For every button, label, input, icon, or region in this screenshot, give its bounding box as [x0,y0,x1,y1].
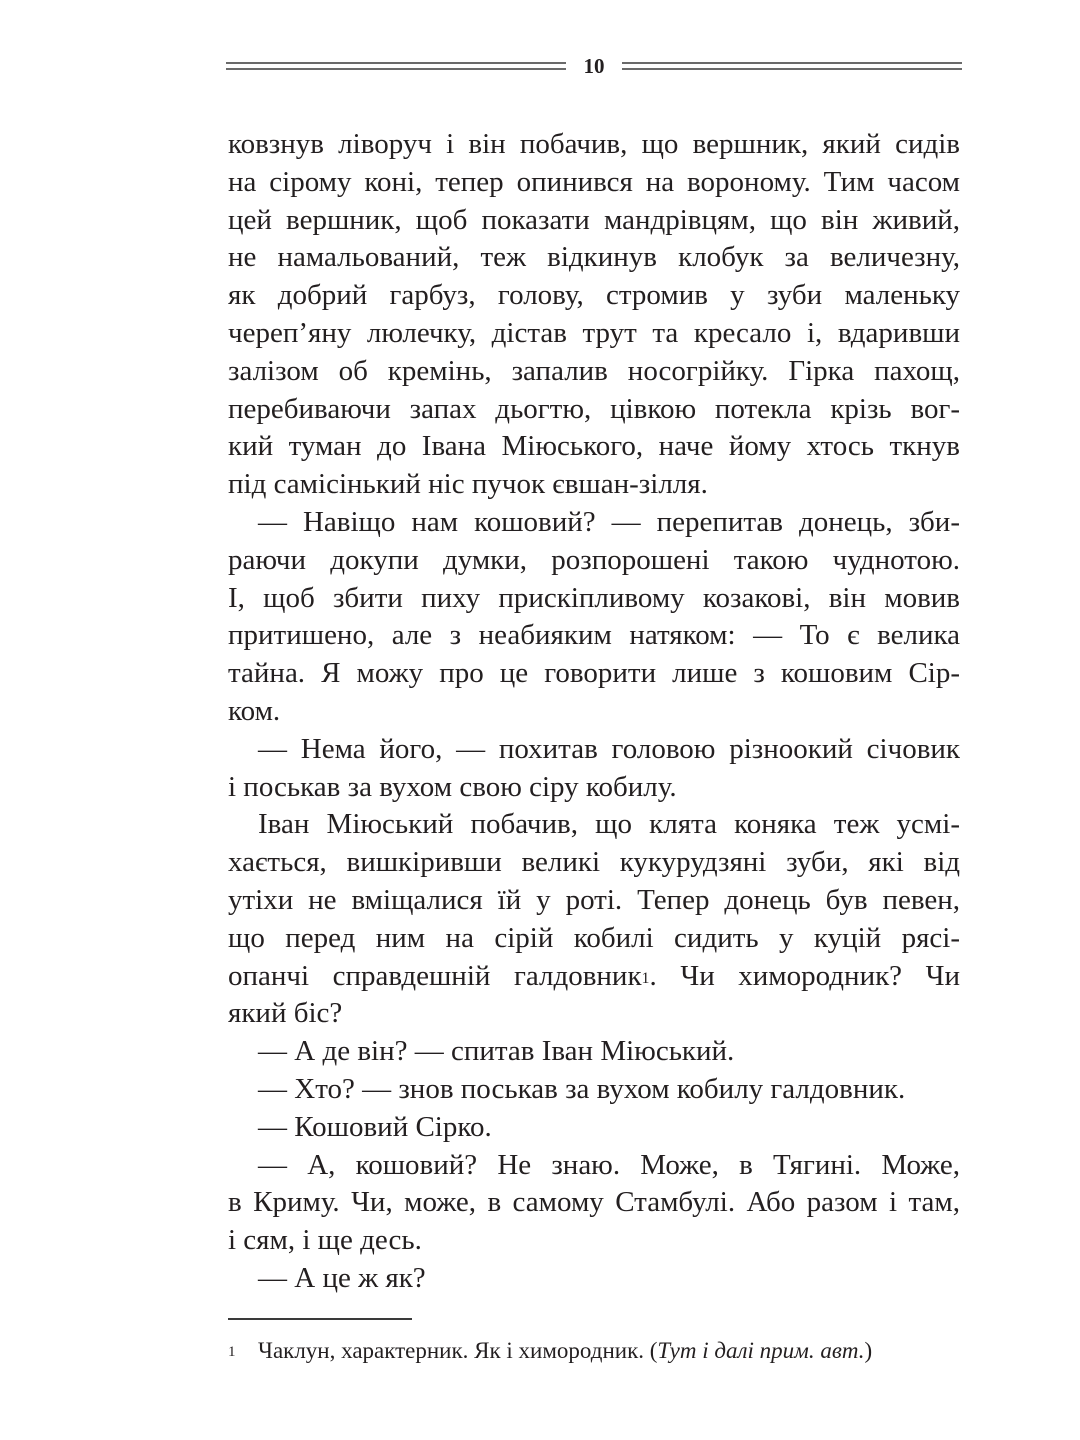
text-line: перебиваючи запах дьогтю, цівкою потекла крізь вог- [228,392,960,425]
text-line: і сям, і ще десь. [228,1224,422,1257]
text-line: — Нема його, — похитав головою різноокий січовик [258,732,960,765]
text-line: Іван Міюський побачив, що клята коняка теж усмі- [258,808,960,841]
footnote-reference[interactable]: 1 [641,969,650,987]
text-line: тайна. Я можу про це говорити лише з кошовим Сір- [228,657,960,690]
text-line: цей вершник, щоб показати мандрівцям, що він живий, [228,203,960,236]
text-line-with-footnote [228,958,960,996]
header-rule-left [226,62,566,70]
body-text [228,126,960,1298]
footnote-separator [228,1318,412,1320]
text-line: — Кошовий Сірко. [258,1110,492,1143]
page-header [226,50,962,82]
page-number: 10 [583,54,605,78]
text-line: І, щоб збити пиху прискіпливому козакові, він мовив [228,581,960,614]
text-line: — А, кошовий? Не знаю. Може, в Тягині. Може, [258,1148,960,1181]
text-line: хається, вишкіривши великі кукурудзяні зуби, які від [228,846,960,879]
text-line: раючи докупи думки, розпорошені такою чуднотою. [228,543,960,576]
text-line: ковзнув ліворуч і він побачив, що вершник, який сидів [228,128,960,160]
text-line: — Хто? — знов поськав за вухом кобилу галдовник. [258,1072,906,1105]
text-line: утіхи не вміщалися їй у роті. Тепер донець був певен, [228,883,960,916]
text-line: як добрий гарбуз, голову, стромив у зуби маленьку [228,279,960,312]
text-line: кий туман до Івана Міюського, наче йому хтось ткнув [228,430,960,463]
text-line: — А це ж як? [258,1261,426,1294]
text-line: на сірому коні, тепер опинився на вороному. Тим часом [228,165,960,198]
footnote [228,1336,968,1366]
text-line: притишено, але з неабияким натяком: — То є велика [228,619,960,652]
text-line: не намальований, теж відкинув клобук за величезну, [228,241,960,274]
text-line: і поськав за вухом свою сіру кобилу. [228,770,677,803]
text-line: який біс? [228,997,343,1030]
text-line: — Навіщо нам кошовий? — перепитав донець, зби- [258,505,960,538]
footnote-close: ) [864,1338,873,1363]
text-line: під самісінький ніс пучок євшан-зілля. [228,468,708,501]
text-line: — А де він? — спитав Іван Міюський. [258,1035,735,1068]
text-line: в Криму. Чи, може, в самому Стамбулі. Або разом і там, [228,1186,960,1219]
text-fragment: . Чи химородник? Чи [649,959,960,992]
text-fragment: опанчі справдешній галдовник [228,959,642,992]
footnote-text: Чаклун, характерник. Як і химородник. ( [258,1338,658,1363]
header-rule-right [622,62,962,70]
text-line: що перед ним на сірій кобилі сидить у куцій рясі- [228,921,960,954]
footnote-number: 1 [228,1344,236,1360]
text-line: череп’яну люлечку, дістав трут та кресало і, вдаривши [228,316,960,349]
text-line: залізом об кремінь, запалив носогрійку. Гірка пахощ, [228,354,960,387]
text-line: ком. [228,694,281,727]
footnote-author-note: Тут і далі прим. авт. [657,1338,865,1363]
